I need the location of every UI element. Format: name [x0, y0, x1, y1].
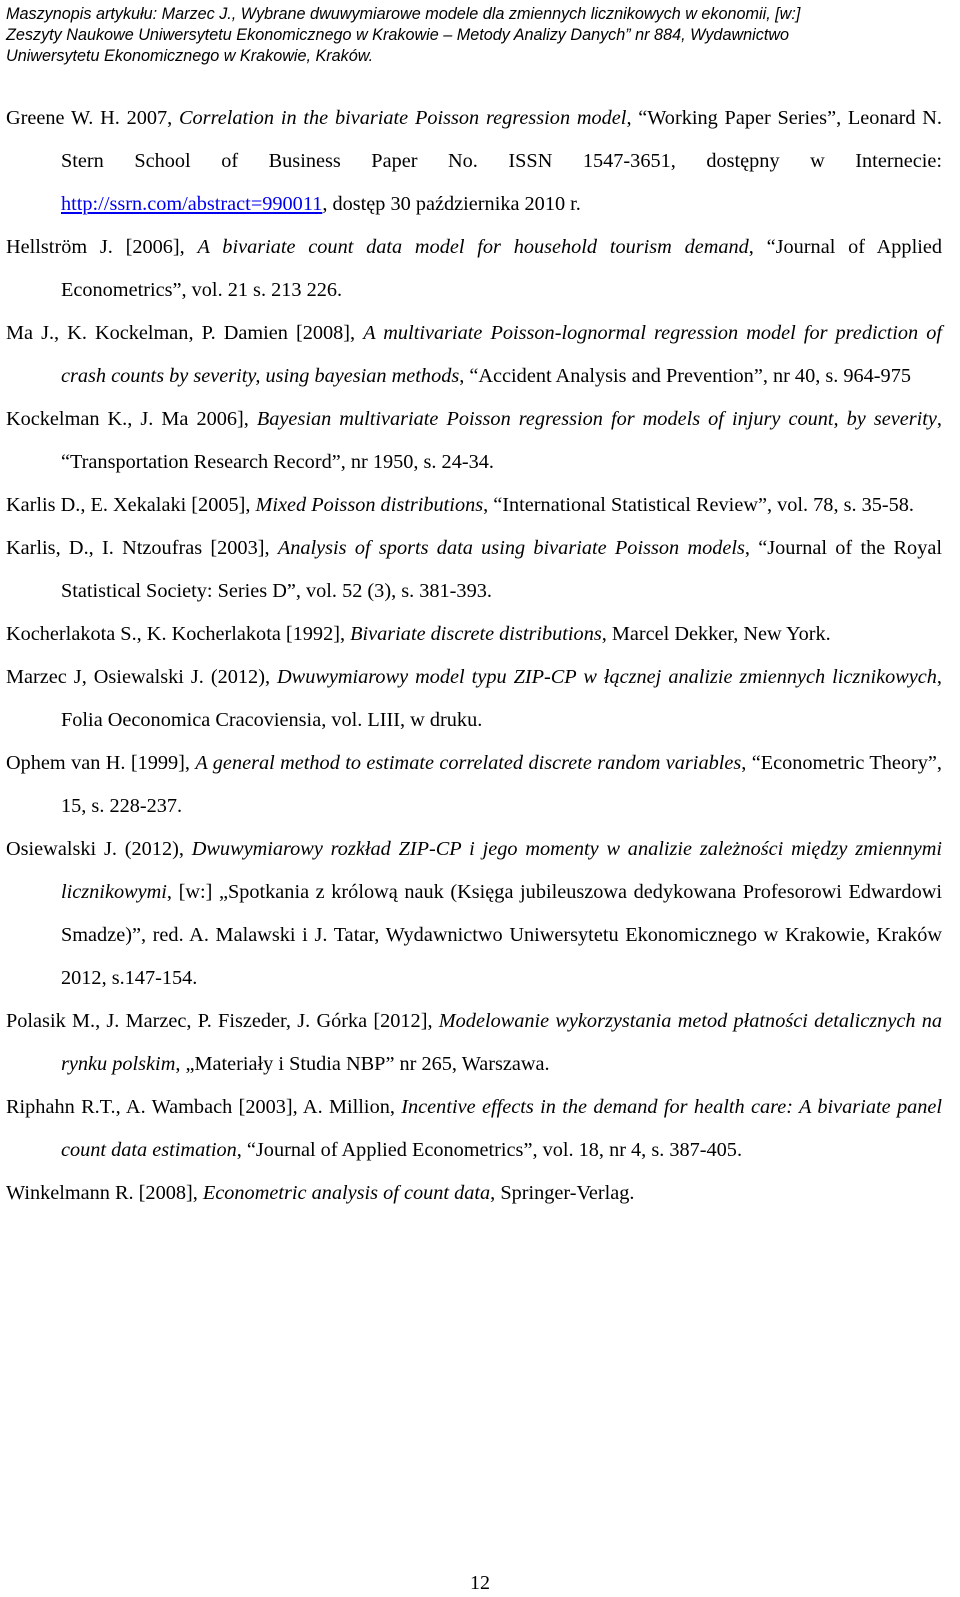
- reference-authors: Kockelman K., J. Ma 2006],: [6, 408, 257, 430]
- reference-authors: Marzec J, Osiewalski J. (2012),: [6, 666, 278, 688]
- header-line: Maszynopis artykułu: Marzec J., Wybrane dwuwymiarowe modele dla zmiennych licznikowych w ekonomii, [w:]: [6, 5, 801, 23]
- reference-details: , “Accident Analysis and Prevention”, nr 40, s. 964-975: [459, 365, 911, 387]
- reference-title: Bayesian multivariate Poisson regression for models of injury count, by severity: [256, 408, 937, 430]
- reference-title: Dwuwymiarowy rozkład ZIP-CP i jego momenty w analizie zależności między zmiennymi licznikowymi: [61, 838, 942, 903]
- reference-details: , “Journal of the Royal Statistical Society: Series D”, vol. 52 (3), s. 381-393.: [61, 537, 942, 602]
- reference-details: , “Econometric Theory”, 15, s. 228-237.: [61, 752, 942, 817]
- reference-greene: [6, 97, 942, 226]
- reference-title: Econometric analysis of count data: [202, 1182, 491, 1204]
- reference-osiewalski: [6, 828, 942, 1000]
- reference-details: , [w:] „Spotkania z królową nauk (Księga jubileuszowa dedykowana Profesorowi Edwardowi Smadze)”, red. A. Malawski i J. Tatar, Wydawnictwo Uniwersytetu Ekonomicznego w Krakowie, Kraków 2012, s.147-154.: [61, 881, 942, 989]
- reference-details: , “Journal of Applied Econometrics”, vol. 18, nr 4, s. 387-405.: [236, 1139, 743, 1161]
- reference-karlis-xekalaki: [6, 484, 942, 527]
- reference-link[interactable]: http://ssrn.com/abstract=990011: [61, 193, 323, 215]
- reference-title: Mixed Poisson distributions: [255, 494, 484, 516]
- reference-authors: Ophem van H. [1999],: [6, 752, 196, 774]
- running-header: [6, 4, 952, 67]
- reference-details: , Springer-Verlag.: [490, 1182, 635, 1204]
- reference-details: , Marcel Dekker, New York.: [601, 623, 831, 645]
- reference-authors: Karlis, D., I. Ntzoufras [2003],: [6, 537, 278, 559]
- reference-marzec-osiewalski: [6, 656, 942, 742]
- reference-authors: Osiewalski J. (2012),: [6, 838, 192, 860]
- reference-title: Dwuwymiarowy model typu ZIP-CP w łącznej analizie zmiennych licznikowych: [277, 666, 937, 688]
- reference-kockelman: [6, 398, 942, 484]
- reference-details: , Folia Oeconomica Cracoviensia, vol. LIII, w druku.: [61, 666, 942, 731]
- header-line: Zeszyty Naukowe Uniwersytetu Ekonomicznego w Krakowie – Metody Analizy Danych” nr 884, Wydawnictwo: [6, 26, 790, 44]
- reference-title: A multivariate Poisson-lognormal regression model for prediction of crash counts by severity, using bayesian methods: [61, 322, 942, 387]
- reference-authors: Greene W. H. 2007,: [6, 107, 180, 129]
- reference-title: A bivariate count data model for household tourism demand: [197, 236, 749, 258]
- reference-authors: Polasik M., J. Marzec, P. Fiszeder, J. Górka [2012],: [6, 1010, 439, 1032]
- reference-title: Correlation in the bivariate Poisson regression model: [179, 107, 627, 129]
- reference-kocherlakota: [6, 613, 942, 656]
- reference-polasik: [6, 1000, 942, 1086]
- reference-title: A general method to estimate correlated discrete random variables: [195, 752, 742, 774]
- reference-authors: Riphahn R.T., A. Wambach [2003], A. Million,: [6, 1096, 402, 1118]
- header-line: Uniwersytetu Ekonomicznego w Krakowie, Kraków.: [6, 47, 374, 65]
- reference-riphahn: [6, 1086, 942, 1172]
- reference-authors: Kocherlakota S., K. Kocherlakota [1992],: [6, 623, 351, 645]
- reference-list: [6, 97, 942, 1215]
- reference-ma: [6, 312, 942, 398]
- reference-title: Incentive effects in the demand for health care: A bivariate panel count data estimation: [61, 1096, 943, 1161]
- reference-authors: Winkelmann R. [2008],: [6, 1182, 203, 1204]
- reference-details: , “Transportation Research Record”, nr 1950, s. 24-34.: [61, 408, 942, 473]
- reference-title: Modelowanie wykorzystania metod płatności detalicznych na rynku polskim: [61, 1010, 942, 1075]
- reference-details: , “International Statistical Review”, vol. 78, s. 35-58.: [483, 494, 915, 516]
- reference-details: , “Working Paper Series”, Leonard N. Stern School of Business Paper No. ISSN 1547-3651, dostępny w Internecie:: [61, 107, 942, 172]
- reference-authors: Hellström J. [2006],: [6, 236, 198, 258]
- reference-winkelmann: [6, 1172, 942, 1215]
- reference-details: , „Materiały i Studia NBP” nr 265, Warszawa.: [175, 1053, 550, 1075]
- reference-details: , “Journal of Applied Econometrics”, vol. 21 s. 213 226.: [61, 236, 942, 301]
- reference-ophem: [6, 742, 942, 828]
- page-number: 12: [470, 1572, 490, 1594]
- reference-title: Analysis of sports data using bivariate Poisson models: [277, 537, 745, 559]
- reference-authors: Karlis D., E. Xekalaki [2005],: [6, 494, 256, 516]
- reference-access-date: , dostęp 30 października 2010 r.: [322, 193, 581, 215]
- reference-karlis-ntzoufras: [6, 527, 942, 613]
- reference-hellstrom: [6, 226, 942, 312]
- reference-title: Bivariate discrete distributions: [350, 623, 602, 645]
- reference-authors: Ma J., K. Kockelman, P. Damien [2008],: [6, 322, 364, 344]
